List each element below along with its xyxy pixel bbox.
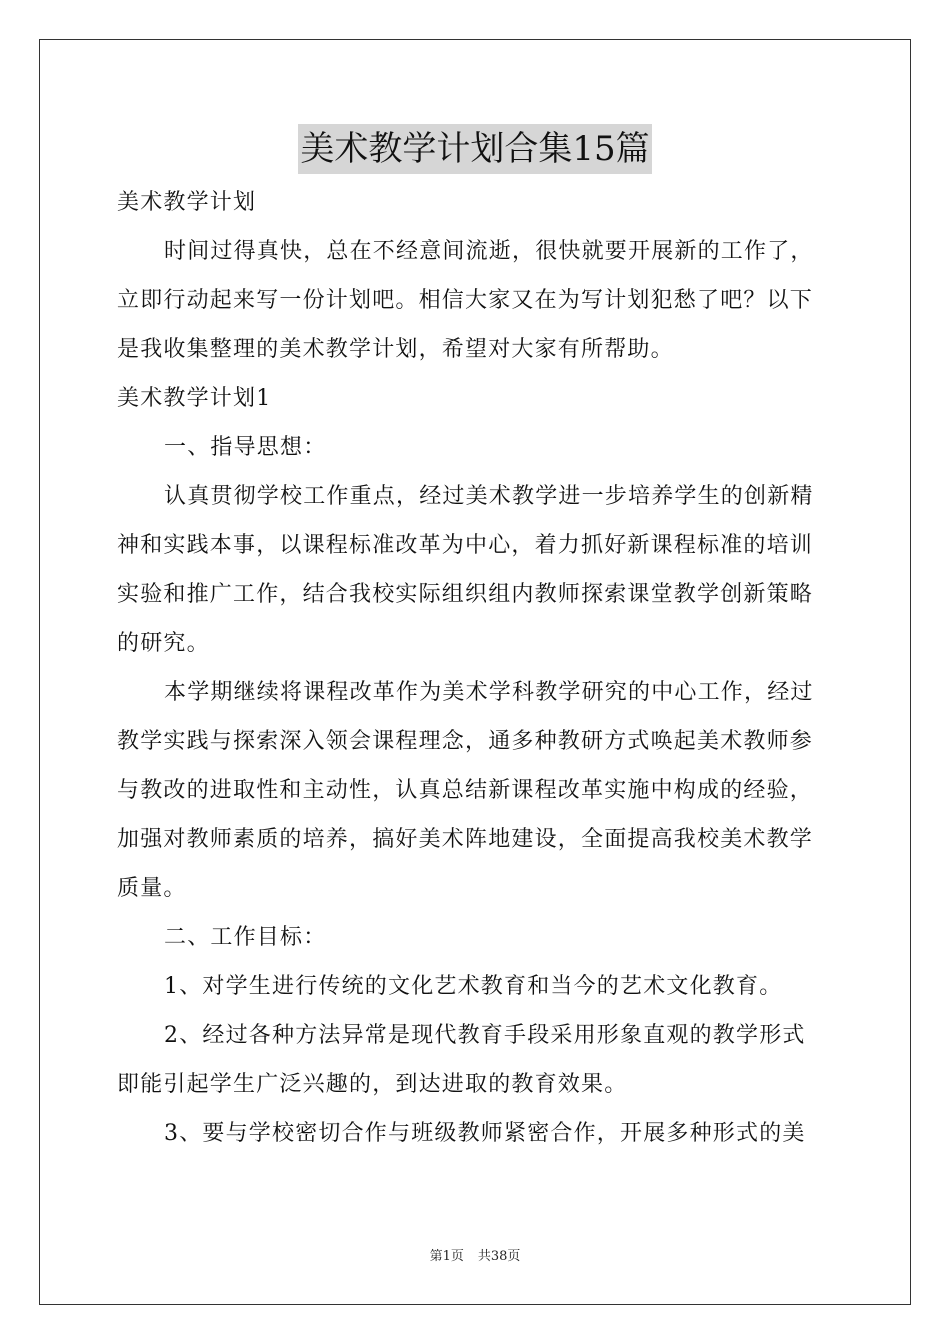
body-line: 与教改的进取性和主动性，认真总结新课程改革实施中构成的经验， bbox=[117, 778, 814, 803]
list-item: 3、要与学校密切合作与班级教师紧密合作，开展多种形式的美 bbox=[164, 1121, 806, 1146]
body-line: 教学实践与探索深入领会课程理念，通多种教研方式唤起美术教师参 bbox=[117, 729, 814, 754]
body-line: 的研究。 bbox=[117, 631, 210, 656]
section-heading: 美术教学计划1 bbox=[117, 386, 272, 411]
list-item: 1、对学生进行传统的文化艺术教育和当今的艺术文化教育。 bbox=[164, 974, 783, 999]
page-number: 第1页 bbox=[429, 1249, 464, 1264]
subheading: 二、工作目标： bbox=[164, 925, 327, 950]
body-line: 时间过得真快，总在不经意间流逝，很快就要开展新的工作了， bbox=[164, 239, 814, 264]
body-line: 美术教学计划 bbox=[117, 190, 257, 215]
page-total: 共38页 bbox=[477, 1249, 521, 1264]
body-line: 实验和推广工作，结合我校实际组织组内教师探索课堂教学创新策略 bbox=[117, 582, 814, 607]
title-area bbox=[0, 124, 950, 174]
document-body bbox=[117, 178, 837, 1158]
body-line: 本学期继续将课程改革作为美术学科教学研究的中心工作，经过 bbox=[164, 680, 814, 705]
document-title: 美术教学计划合集15篇 bbox=[298, 124, 651, 174]
subheading: 一、指导思想： bbox=[164, 435, 327, 460]
body-line: 认真贯彻学校工作重点，经过美术教学进一步培养学生的创新精 bbox=[164, 484, 814, 509]
body-line: 是我收集整理的美术教学计划，希望对大家有所帮助。 bbox=[117, 337, 674, 362]
body-line: 即能引起学生广泛兴趣的，到达进取的教育效果。 bbox=[117, 1072, 628, 1097]
page-footer bbox=[0, 1248, 950, 1266]
body-line: 神和实践本事，以课程标准改革为中心，着力抓好新课程标准的培训 bbox=[117, 533, 814, 558]
body-line: 加强对教师素质的培养，搞好美术阵地建设，全面提高我校美术教学 bbox=[117, 827, 814, 852]
body-line: 质量。 bbox=[117, 876, 187, 901]
body-line: 立即行动起来写一份计划吧。相信大家又在为写计划犯愁了吧？以下 bbox=[117, 288, 814, 313]
list-item: 2、经过各种方法异常是现代教育手段采用形象直观的教学形式 bbox=[164, 1023, 806, 1048]
